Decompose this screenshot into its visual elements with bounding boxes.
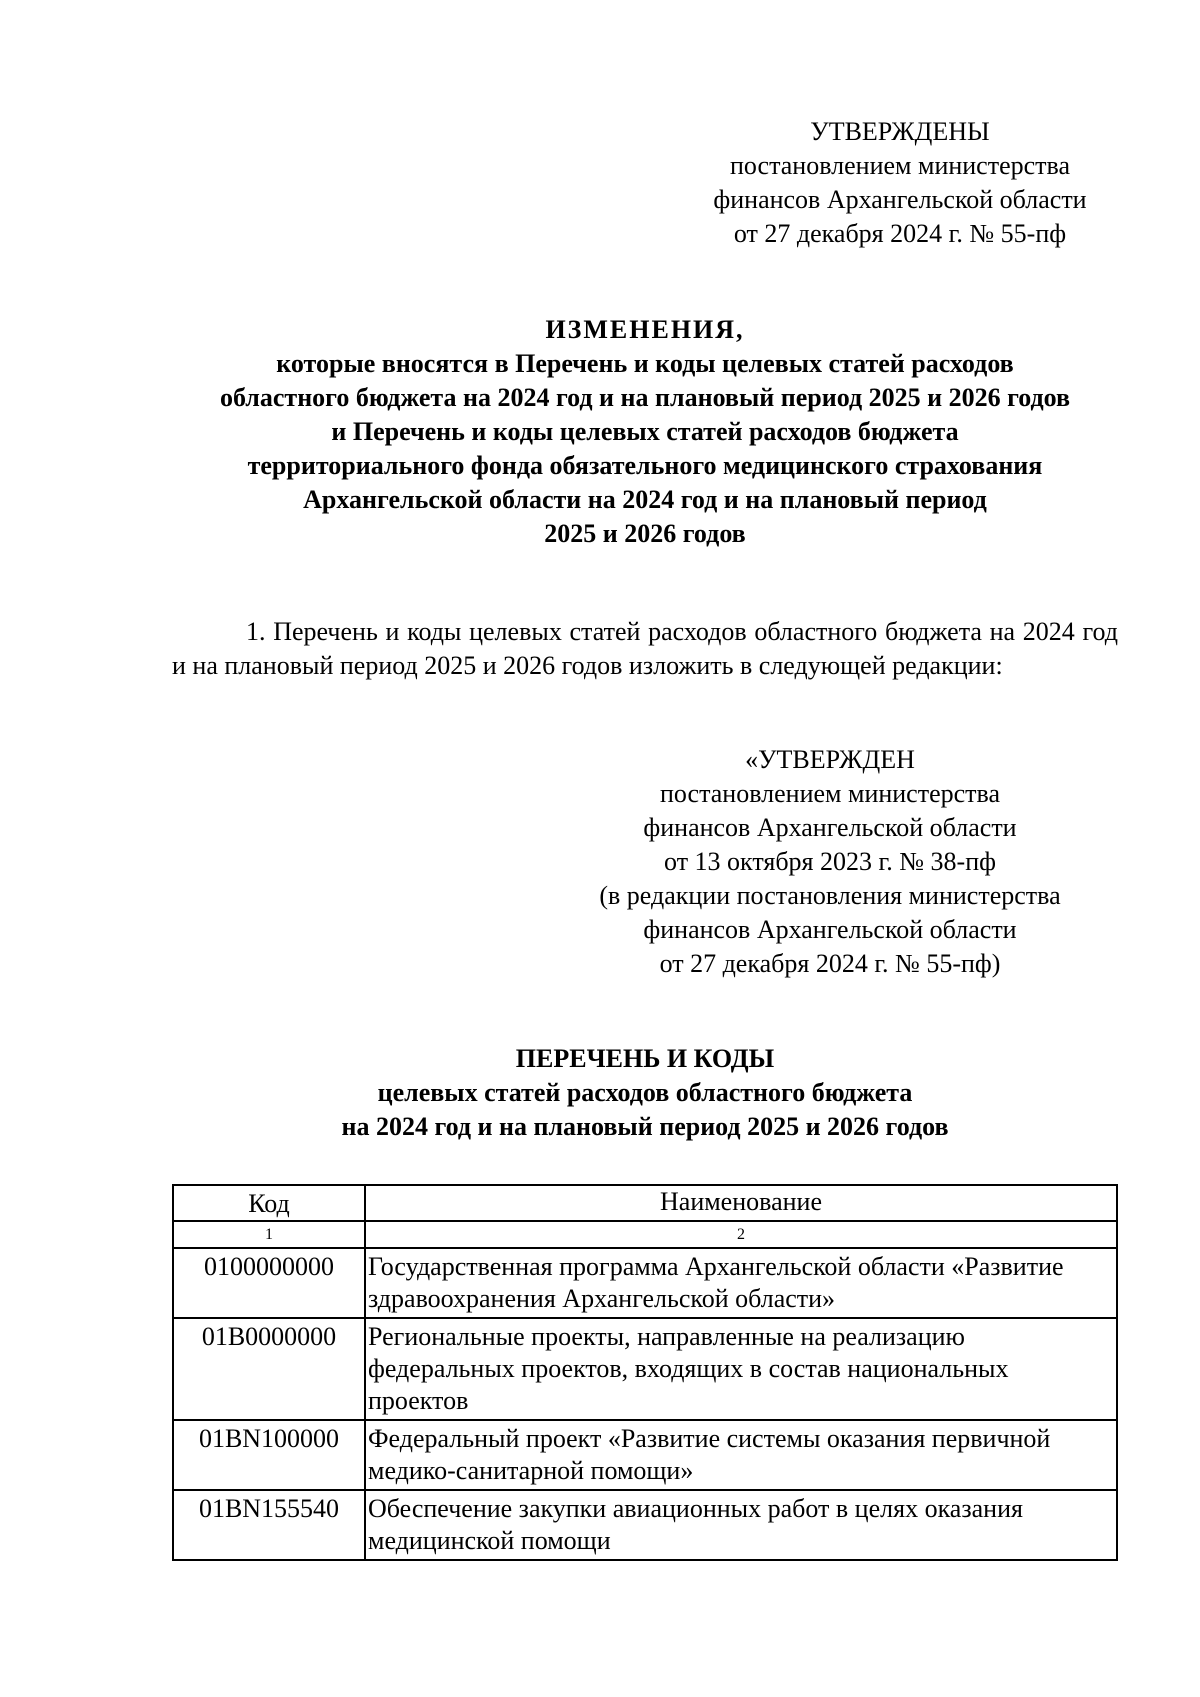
changes-title-line: территориального фонда обязательного медицинского страхования xyxy=(247,451,1043,480)
name-cell: Региональные проекты, направленные на реализацию федеральных проектов, входящих в состав национальных проектов xyxy=(365,1318,1117,1420)
header-name: Наименование xyxy=(365,1185,1117,1221)
changes-title xyxy=(150,313,1140,551)
table-row xyxy=(173,1490,1117,1560)
list-title xyxy=(200,1042,1090,1144)
approval-inner-line: от 13 октября 2023 г. № 38-пф xyxy=(664,847,996,876)
approval-inner-line: финансов Архангельской области xyxy=(643,915,1017,944)
approval-inner-line: (в редакции постановления министерства xyxy=(599,881,1061,910)
changes-title-line: и Перечень и коды целевых статей расходов бюджета xyxy=(331,417,959,446)
name-cell: Государственная программа Архангельской области «Развитие здравоохранения Архангельской области» xyxy=(365,1248,1117,1318)
approval-inner-line: постановлением министерства xyxy=(659,779,1001,808)
table-header-row xyxy=(173,1185,1117,1221)
header-code: Код xyxy=(173,1185,365,1221)
codes-table xyxy=(172,1184,1118,1561)
approval-inner-line: от 27 декабря 2024 г. № 55-пф) xyxy=(659,949,1001,978)
name-cell: Федеральный проект «Развитие системы оказания первичной медико-санитарной помощи» xyxy=(365,1420,1117,1490)
column-number: 1 xyxy=(173,1221,365,1248)
table-row xyxy=(173,1248,1117,1318)
column-number-row xyxy=(173,1221,1117,1248)
paragraph-1: 1. Перечень и коды целевых статей расходов областного бюджета на 2024 год и на плановый период 2025 и 2026 годов изложить в следующей редакции: xyxy=(172,617,1118,680)
table-row xyxy=(173,1420,1117,1490)
changes-title-line: 2025 и 2026 годов xyxy=(544,519,746,548)
column-number: 2 xyxy=(365,1221,1117,1248)
changes-heading: ИЗМЕНЕНИЯ, xyxy=(545,315,745,344)
name-cell: Обеспечение закупки авиационных работ в целях оказания медицинской помощи xyxy=(365,1490,1117,1560)
code-cell: 01B0000000 xyxy=(173,1318,365,1420)
list-title-line: на 2024 год и на плановый период 2025 и 2026 годов xyxy=(341,1112,949,1141)
changes-title-line: Архангельской области на 2024 год и на плановый период xyxy=(303,485,987,514)
approval-top-line: УТВЕРЖДЕНЫ xyxy=(810,117,990,146)
approval-inner-line: финансов Архангельской области xyxy=(643,813,1017,842)
code-cell: 0100000000 xyxy=(173,1248,365,1318)
approval-block-inner xyxy=(570,743,1090,981)
changes-title-line: областного бюджета на 2024 год и на плановый период 2025 и 2026 годов xyxy=(219,383,1071,412)
table-row xyxy=(173,1318,1117,1420)
code-cell: 01BN100000 xyxy=(173,1420,365,1490)
list-title-line: ПЕРЕЧЕНЬ И КОДЫ xyxy=(515,1044,775,1073)
list-title-line: целевых статей расходов областного бюджета xyxy=(377,1078,913,1107)
changes-title-line: которые вносятся в Перечень и коды целевых статей расходов xyxy=(276,349,1014,378)
code-cell: 01BN155540 xyxy=(173,1490,365,1560)
approval-top-line: от 27 декабря 2024 г. № 55-пф xyxy=(733,219,1067,248)
approval-block-top xyxy=(700,115,1100,251)
approval-top-line: постановлением министерства xyxy=(729,151,1071,180)
approval-top-line: финансов Архангельской области xyxy=(713,185,1087,214)
approval-inner-line: «УТВЕРЖДЕН xyxy=(745,745,915,774)
